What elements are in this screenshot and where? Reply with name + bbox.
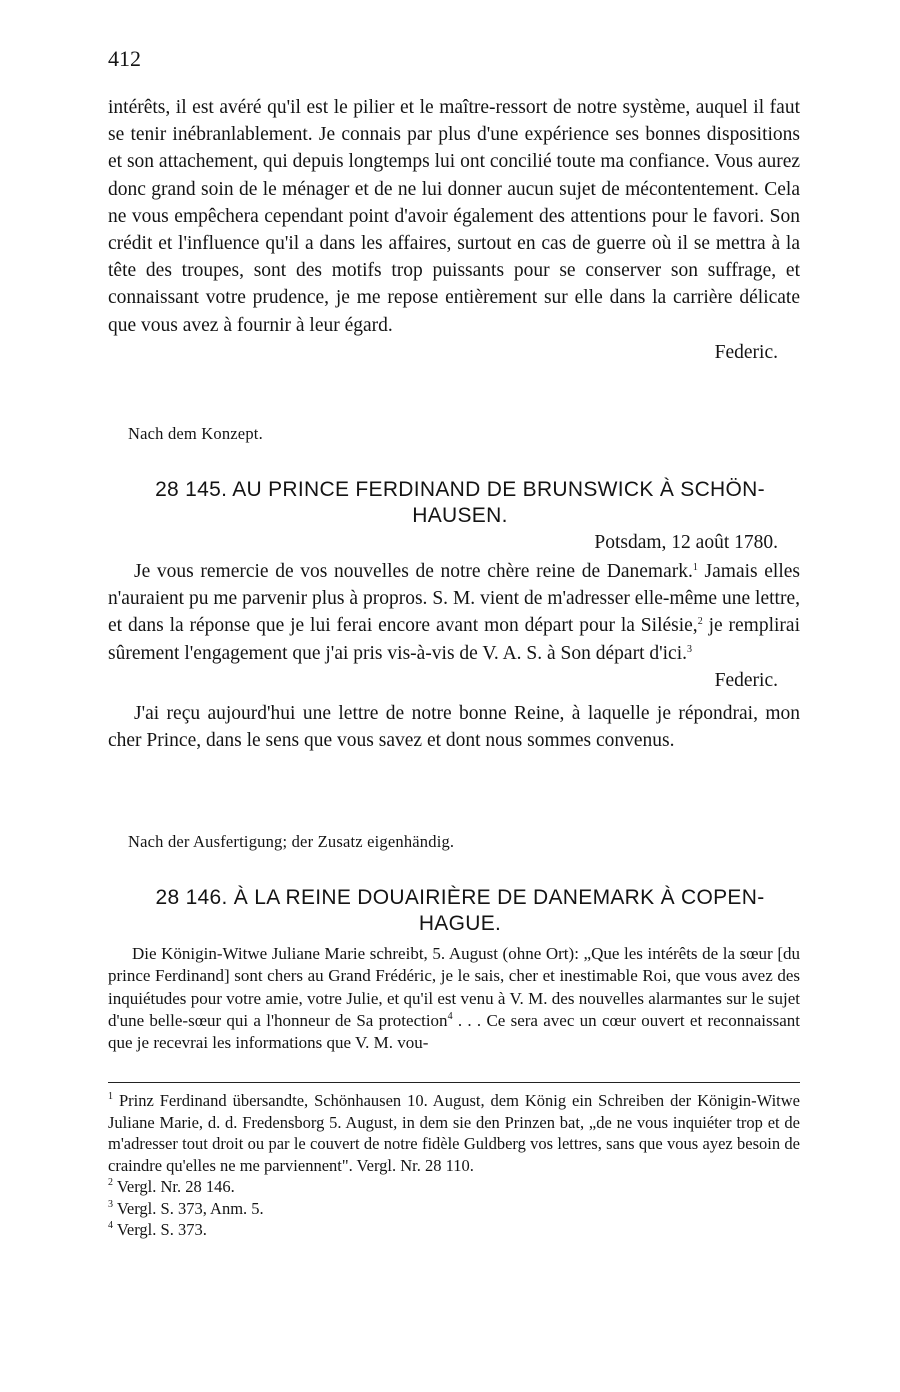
footnote-text: Vergl. S. 373. [113, 1220, 207, 1239]
intro-paragraph [108, 943, 800, 1054]
text-run: Jamais elles n'auraient pu me parvenir plus à propros. S. M. vient de m'adresser elle-même une lettre, et dans la réponse que je lui ferai encore avant mon départ pour la Silésie, [108, 561, 800, 637]
letter-heading-28145 [120, 477, 800, 529]
footnote-ref: 2 [697, 616, 703, 628]
page-number: 412 [108, 46, 141, 71]
footnote [108, 1219, 800, 1241]
footnote-mark: 1 [108, 1091, 113, 1102]
source-note: Nach dem Konzept. [128, 424, 263, 443]
footnote [108, 1198, 800, 1220]
footnote-mark: 2 [108, 1177, 113, 1188]
footnotes [108, 1090, 800, 1241]
heading-line: 28 145. AU PRINCE FERDINAND DE BRUNSWICK À SCHÖN- [155, 478, 765, 501]
letter-paragraph [108, 558, 800, 667]
footnote-text: Vergl. S. 373, Anm. 5. [113, 1198, 264, 1218]
letter-intro-28146 [108, 943, 800, 1054]
footnote [108, 1176, 800, 1198]
letter-heading-28146 [120, 885, 800, 937]
text-run: Je vous remercie de vos nouvelles de notre chère reine de Danemark. [134, 561, 693, 582]
letter-body-28145 [108, 558, 800, 754]
footnote-text: Prinz Ferdinand übersandte, Schönhausen 10. August, dem König ein Schreiben der Königin-Witwe Juliane Marie, d. d. Fredensborg 5. August, in dem sie den Prinzen bat, „de ne vous inquiéter trop et de m'adresser tout droit ou par le couvert de notre fidèle Guldberg vos lettres, sans que vous ayez besoin de craindre qu'elles ne me parviennent". Vergl. Nr. 28 110. [108, 1091, 800, 1175]
footnote-mark: 4 [108, 1220, 113, 1231]
text-run: Die Königin-Witwe Juliane Marie schreibt, 5. August (ohne Ort): „Que les intérêts de la sœur [du prince Ferdinand] sont chers au Grand Frédéric, je le sais, cher et inestimable Roi, que vous avez des inquiétudes pour votre amie, votre Julie, et qu'il est venu à V. M. des nouvelles alarmantes sur le sujet d'une belle-sœur qui a l'honneur de Sa protection [108, 944, 800, 1030]
footnote-ref: 1 [692, 562, 698, 573]
text-run: je remplirai sûrement l'engagement que j'ai pris vis-à-vis de V. A. S. à Son départ d'ici. [108, 615, 800, 664]
postscript: J'ai reçu aujourd'hui une lettre de notre bonne Reine, à laquelle je répondrai, mon cher Prince, dans le sens que vous savez et dont nous sommes convenus. [108, 702, 800, 752]
footnote-divider [108, 1082, 800, 1083]
footnote-ref: 3 [687, 643, 693, 655]
source-note: Nach der Ausfertigung; der Zusatz eigenhändig. [128, 832, 455, 851]
heading-line: HAGUE. [418, 912, 502, 935]
heading-line: HAUSEN. [412, 504, 508, 527]
footnote-ref: 4 [447, 1010, 453, 1022]
heading-line: 28 146. À LA REINE DOUAIRIÈRE DE DANEMARK À COPEN- [155, 886, 765, 909]
text-run: . . . Ce sera avec un cœur ouvert et reconnaissant que je recevrai les informations que V. M. vou- [108, 1010, 800, 1053]
footnote [108, 1090, 800, 1176]
signature: Federic. [714, 341, 778, 363]
letter-continuation [108, 94, 800, 366]
signature: Federic. [714, 669, 778, 691]
letter-continuation-text: intérêts, il est avéré qu'il est le pilier et le maître-ressort de notre système, auquel il faut se tenir inébranlablement. Je connais par plus d'une expérience ses bonnes dispositions et son attachement, qui depuis longtemps lui ont concilié toute ma confiance. Vous aurez donc grand soin de le ménager et de ne lui donner aucun sujet de mécontentement. Cela ne vous empêchera cependant point d'avoir également des attentions pour le favori. Son crédit et l'influence qu'il a dans les affaires, surtout en cas de guerre où il se mettra à la tête des troupes, sont des motifs trop puissants pour se conserver son suffrage, et connaissant votre prudence, je me repose entièrement sur elle dans la carrière délicate que vous avez à fournir à leur égard. [108, 97, 800, 336]
footnote-text: Vergl. Nr. 28 146. [113, 1177, 235, 1196]
dateline: Potsdam, 12 août 1780. [594, 532, 778, 553]
footnote-mark: 3 [108, 1198, 113, 1210]
